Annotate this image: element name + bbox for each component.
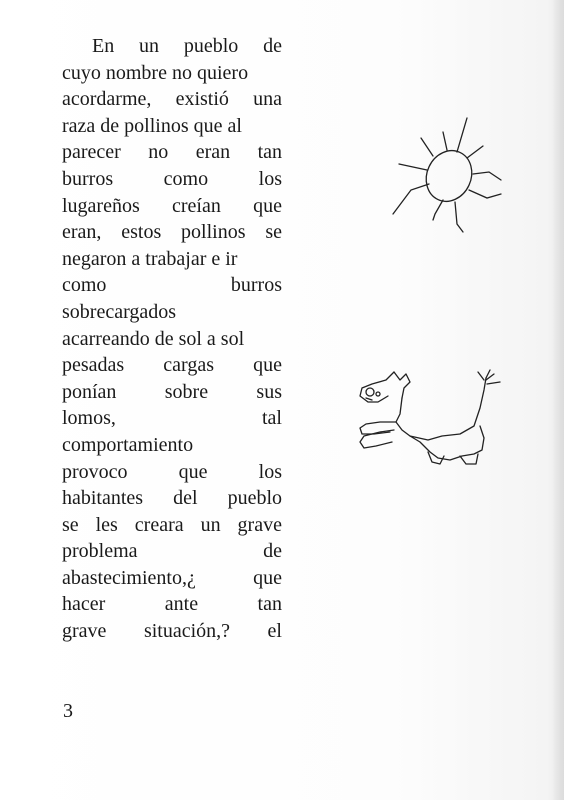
text-line: [62, 33, 282, 60]
word: creara: [134, 513, 184, 536]
word: existió: [175, 88, 229, 111]
word: acarreando de sol a sol: [62, 327, 245, 350]
word: sobrecargados: [62, 300, 177, 323]
word: sus: [256, 380, 282, 403]
animal-drawing-icon: [350, 368, 510, 478]
word: tan: [257, 593, 282, 616]
text-line: [62, 326, 282, 353]
word: pueblo: [227, 487, 282, 510]
word: que: [253, 566, 282, 589]
word: hacer: [62, 593, 106, 616]
word: un: [200, 513, 221, 536]
word: pueblo: [183, 35, 239, 57]
word: eran,: [62, 221, 102, 244]
word: lomos,: [62, 407, 116, 430]
text-line: [62, 272, 282, 299]
text-line: [62, 352, 282, 379]
page-edge-shadow: [552, 0, 564, 800]
text-line: [62, 618, 282, 645]
word: habitantes: [62, 487, 144, 510]
word: negaron a trabajar e ir: [62, 247, 238, 270]
text-line: [62, 485, 282, 512]
word: creían: [172, 194, 221, 217]
word: de: [263, 540, 282, 563]
sun-drawing-icon: [385, 112, 510, 237]
word: cargas: [163, 354, 215, 377]
word: eran: [195, 141, 231, 164]
word: acordarme,: [62, 88, 152, 111]
word: provoco: [62, 460, 128, 483]
text-line: [62, 166, 282, 193]
word: el: [267, 620, 282, 643]
story-paragraph: [62, 33, 282, 645]
word: que: [253, 194, 282, 217]
word: no: [148, 141, 169, 164]
word: sobre: [164, 380, 209, 403]
word: grave: [237, 513, 282, 536]
word: los: [258, 460, 282, 483]
word: les: [95, 513, 118, 536]
word: lugareños: [62, 194, 140, 217]
word: raza de pollinos que al: [62, 114, 242, 137]
text-line: [62, 512, 282, 539]
word: una: [253, 88, 282, 111]
word: parecer: [62, 141, 121, 164]
word: se: [62, 513, 79, 536]
word: burros: [62, 167, 114, 190]
word: grave: [62, 620, 107, 643]
text-line: [62, 432, 282, 459]
word: como: [62, 274, 107, 297]
text-line: [62, 299, 282, 326]
word: problema: [62, 540, 138, 563]
text-line: [62, 459, 282, 486]
word: abastecimiento,¿: [62, 566, 196, 589]
word: que: [178, 460, 208, 483]
word: En: [92, 35, 115, 57]
word: ponían: [62, 380, 117, 403]
word: los: [258, 167, 282, 190]
word: pesadas: [62, 354, 125, 377]
text-line: [62, 193, 282, 220]
word: que: [253, 354, 282, 377]
word: comportamiento: [62, 433, 194, 456]
text-line: [62, 379, 282, 406]
text-line: [62, 246, 282, 273]
text-line: [62, 565, 282, 592]
word: cuyo nombre no quiero: [62, 61, 249, 84]
text-line: [62, 405, 282, 432]
word: estos: [121, 221, 162, 244]
text-line: [62, 139, 282, 166]
text-line: [62, 86, 282, 113]
word: ante: [164, 593, 199, 616]
text-line: [62, 113, 282, 140]
word: pollinos: [181, 221, 246, 244]
word: tal: [262, 407, 282, 430]
text-line: [62, 538, 282, 565]
word: del: [173, 487, 198, 510]
page-number: 3: [63, 700, 73, 722]
word: como: [163, 167, 209, 190]
text-line: [62, 591, 282, 618]
word: de: [263, 35, 282, 57]
text-line: [62, 60, 282, 87]
word: situación,?: [143, 620, 231, 643]
word: un: [139, 35, 160, 57]
text-line: [62, 219, 282, 246]
word: se: [265, 221, 282, 244]
word: burros: [230, 274, 282, 297]
word: tan: [257, 141, 282, 164]
